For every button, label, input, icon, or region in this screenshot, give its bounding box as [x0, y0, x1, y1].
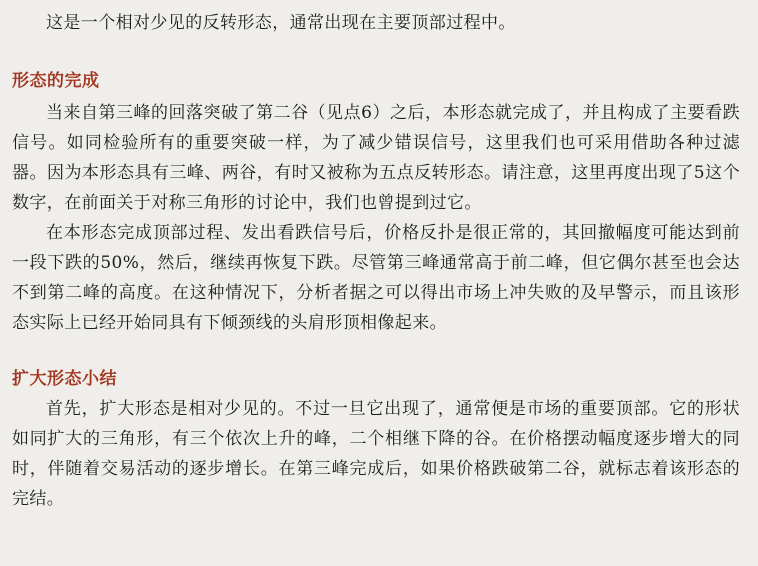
completion-paragraph-1: 当来自第三峰的回落突破了第二谷（见点6）之后，本形态就完成了，并且构成了主要看跌信号。如同检验所有的重要突破一样，为了减少错误信号，这里我们也可采用借助各种过滤器。因为本形态具有三峰、两谷，有时又被称为五点反转形态。请注意，这里再度出现了5这个数字，在前面关于对称三角形的讨论中，我们也曾提到过它。	[12, 103, 740, 213]
completion-paragraph-2: 在本形态完成顶部过程、发出看跌信号后，价格反扑是很正常的，其回撤幅度可能达到前一段下跌的50%，然后，继续再恢复下跌。尽管第三峰通常高于前二峰，但它偶尔甚至也会达不到第二峰的高度。在这种情况下，分析者据之可以得出市场上冲失败的及早警示，而且该形态实际上已经开始同具有下倾颈线的头肩形顶相像起来。	[12, 223, 740, 333]
section-heading-summary: 扩大形态小结	[12, 369, 117, 389]
summary-paragraph-1: 首先，扩大形态是相对少见的。不过一旦它出现了，通常便是市场的重要顶部。它的形状如同扩大的三角形，有三个依次上升的峰，二个相继下降的谷。在价格摆动幅度逐步增大的同时，伴随着交易活动的逐步增长。在第三峰完成后，如果价格跌破第二谷，就标志着该形态的完结。	[12, 399, 740, 509]
section-heading-completion: 形态的完成	[12, 71, 100, 91]
intro-paragraph: 这是一个相对少见的反转形态，通常出现在主要顶部过程中。	[46, 13, 516, 33]
